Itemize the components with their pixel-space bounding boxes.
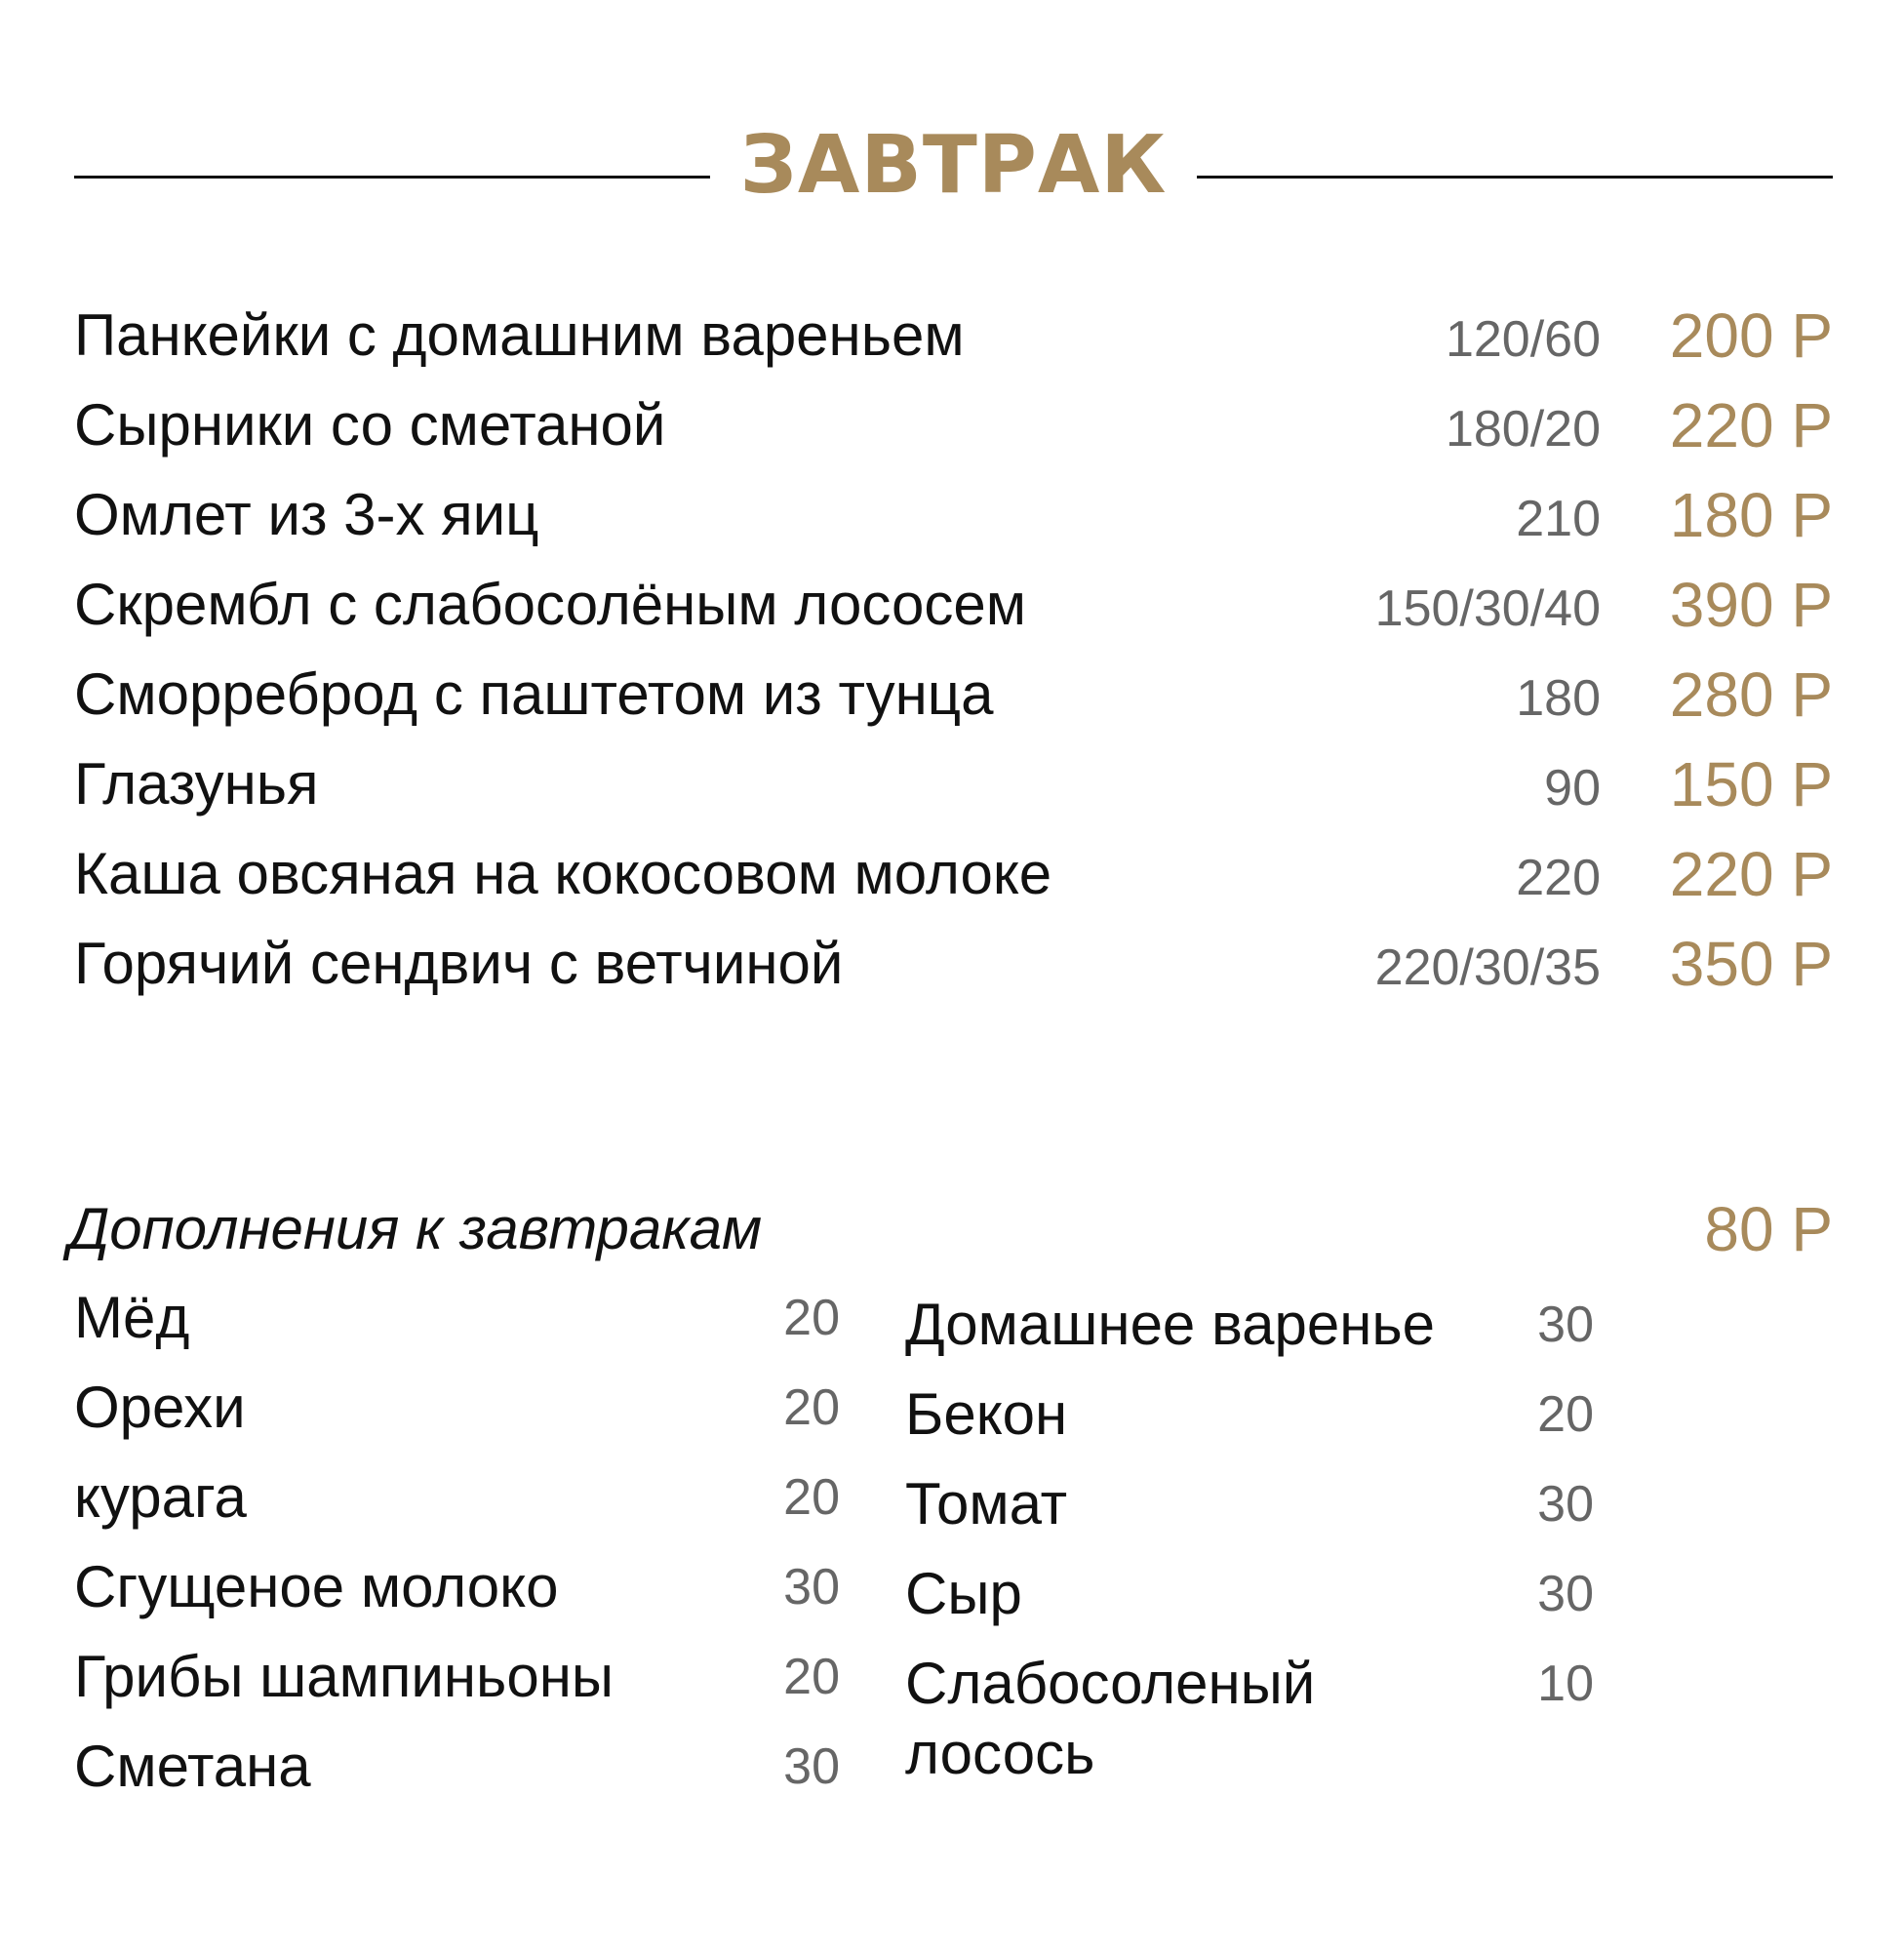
extras-item-weight: 30 — [1537, 1566, 1594, 1622]
menu-item-price: 390 Р — [1669, 570, 1833, 640]
extras-item-name: Мёд — [74, 1285, 190, 1350]
menu-item-price: 200 Р — [1669, 300, 1833, 371]
extras-item-weight: 30 — [783, 1559, 840, 1616]
extras-item — [74, 1722, 840, 1812]
extras-item-name: Домашнее варенье — [905, 1292, 1436, 1357]
menu-item-weight: 180 — [1516, 670, 1601, 727]
menu-item-name: Скрембл с слабосолёным лососем — [74, 572, 1027, 637]
menu-item-name: Каша овсяная на кокосовом молоке — [74, 841, 1052, 906]
menu-item — [74, 829, 1833, 919]
breakfast-menu-list — [74, 291, 1833, 1009]
header-divider-right — [1197, 176, 1833, 179]
extras-item — [74, 1363, 840, 1453]
menu-item-price: 220 Р — [1669, 390, 1833, 460]
menu-item-weight: 90 — [1544, 760, 1601, 817]
extras-item — [905, 1549, 1594, 1639]
menu-item — [74, 291, 1833, 380]
extras-item — [905, 1459, 1594, 1549]
menu-item-price: 280 Р — [1669, 659, 1833, 730]
menu-item — [74, 470, 1833, 560]
menu-item-name: Панкейки с домашним вареньем — [74, 302, 965, 368]
extras-item-name: курага — [74, 1464, 247, 1530]
extras-item — [74, 1453, 840, 1542]
extras-item — [74, 1542, 840, 1632]
section-title: ЗАВТРАК — [739, 119, 1168, 212]
menu-item — [74, 739, 1833, 829]
section-header — [74, 117, 1833, 234]
extras-item-name: Грибы шампиньоны — [74, 1644, 614, 1709]
menu-item-name: Глазунья — [74, 751, 319, 817]
extras-item — [905, 1639, 1594, 1789]
extras-item-weight: 20 — [783, 1290, 840, 1346]
extras-item-weight: 20 — [783, 1469, 840, 1526]
menu-item-weight: 210 — [1516, 491, 1601, 547]
menu-item-weight: 180/20 — [1445, 401, 1601, 458]
extras-item-weight: 30 — [1537, 1297, 1594, 1353]
extras-header — [68, 1185, 1833, 1273]
menu-item — [74, 380, 1833, 470]
extras-item — [905, 1280, 1594, 1370]
menu-item-name: Сморреброд с паштетом из тунца — [74, 661, 994, 727]
menu-item-name: Омлет из 3-х яиц — [74, 482, 539, 547]
extras-item — [74, 1632, 840, 1722]
menu-item — [74, 650, 1833, 739]
extras-item — [905, 1370, 1594, 1459]
extras-list-left — [74, 1273, 840, 1812]
extras-item-name: Бекон — [905, 1381, 1068, 1447]
extras-item-name: Орехи — [74, 1375, 246, 1440]
extras-item-weight: 20 — [783, 1649, 840, 1705]
menu-item — [74, 560, 1833, 650]
menu-item-weight: 150/30/40 — [1374, 580, 1601, 637]
extras-item-name: Томат — [905, 1471, 1068, 1536]
extras-item-weight: 20 — [783, 1379, 840, 1436]
menu-item-weight: 220 — [1516, 850, 1601, 906]
menu-item-name: Горячий сендвич с ветчиной — [74, 931, 844, 996]
menu-item-weight: 220/30/35 — [1374, 939, 1601, 996]
menu-item-price: 150 Р — [1669, 749, 1833, 819]
menu-item-name: Сырники со сметаной — [74, 392, 666, 458]
menu-item-price: 180 Р — [1669, 480, 1833, 550]
extras-item-name: Сыр — [905, 1561, 1022, 1626]
extras-item-weight: 30 — [1537, 1476, 1594, 1533]
menu-item-price: 350 Р — [1669, 929, 1833, 999]
extras-item-weight: 20 — [1537, 1386, 1594, 1443]
extras-item-name: Сметана — [74, 1734, 311, 1799]
extras-item-weight: 10 — [1537, 1656, 1594, 1712]
extras-title: Дополнения к завтракам — [68, 1196, 763, 1261]
extras-item — [74, 1273, 840, 1363]
menu-item-weight: 120/60 — [1445, 311, 1601, 368]
extras-list-right — [905, 1280, 1594, 1789]
extras-item-weight: 30 — [783, 1738, 840, 1795]
extras-price: 80 Р — [1704, 1194, 1833, 1264]
extras-item-name: Слабосоленый лосось — [905, 1651, 1316, 1786]
menu-item — [74, 919, 1833, 1009]
menu-item-price: 220 Р — [1669, 839, 1833, 909]
extras-item-name: Сгущеное молоко — [74, 1554, 559, 1619]
